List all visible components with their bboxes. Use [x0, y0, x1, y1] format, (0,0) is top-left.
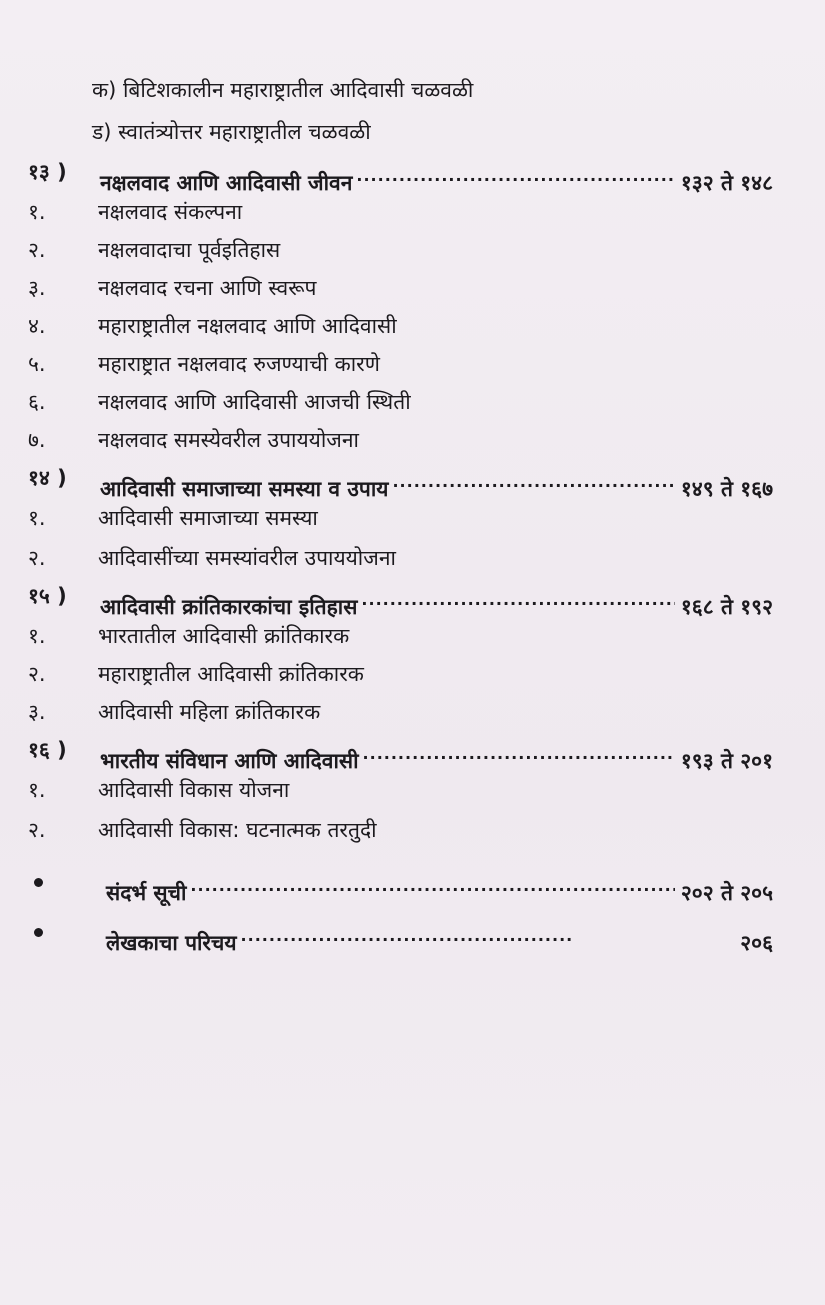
item-label: महाराष्ट्रातील आदिवासी क्रांतिकारक	[98, 662, 364, 686]
item-number: २.	[28, 818, 46, 842]
toc-item	[28, 656, 773, 692]
toc-item	[28, 308, 773, 344]
chapter-pages: १३२ ते १४८	[680, 171, 773, 195]
toc-bibliography[interactable]	[28, 864, 773, 905]
chapter-title: भारतीय संविधान आणि आदिवासी	[100, 749, 359, 773]
dot-leader	[363, 732, 675, 768]
dot-leader	[361, 578, 674, 614]
toc-item	[28, 694, 773, 730]
toc-chapter-13[interactable]	[28, 154, 773, 195]
bullet-icon	[34, 928, 43, 937]
item-label: महाराष्ट्रात नक्षलवाद रुजण्याची कारणे	[98, 352, 380, 376]
chapter-number: १६ )	[28, 738, 67, 762]
chapter-number: १४ )	[28, 466, 67, 490]
item-label: आदिवासी महिला क्रांतिकारक	[98, 700, 321, 724]
item-label: नक्षलवाद संकल्पना	[98, 200, 243, 224]
item-number: ४.	[28, 314, 46, 338]
item-label: नक्षलवाद आणि आदिवासी आजची स्थिती	[98, 390, 411, 414]
item-number: १.	[28, 778, 46, 802]
chapter-number: १५ )	[28, 584, 67, 608]
chapter-pages: १४९ ते १६७	[680, 477, 773, 501]
toc-subitem: ड) स्वातंत्र्योत्तर महाराष्ट्रातील चळवळी	[92, 120, 371, 144]
dot-leader	[190, 864, 674, 900]
toc-chapter-14[interactable]	[28, 460, 773, 501]
toc-item	[28, 232, 773, 268]
item-label: नक्षलवाद समस्येवरील उपाययोजना	[98, 428, 359, 452]
item-number: ७.	[28, 428, 46, 452]
toc-item	[28, 540, 773, 576]
toc-item	[28, 772, 773, 808]
chapter-pages: १९३ ते २०१	[680, 749, 773, 773]
chapter-title: आदिवासी समाजाच्या समस्या व उपाय	[100, 477, 389, 501]
chapter-number: १३ )	[28, 160, 67, 184]
dot-leader	[356, 154, 674, 190]
item-number: २.	[28, 662, 46, 686]
item-number: ५.	[28, 352, 46, 376]
item-label: नक्षलवाद रचना आणि स्वरूप	[98, 276, 317, 300]
chapter-pages: १६८ ते १९२	[680, 595, 773, 619]
item-label: आदिवासी समाजाच्या समस्या	[98, 506, 318, 530]
item-label: आदिवासींच्या समस्यांवरील उपाययोजना	[98, 546, 396, 570]
item-number: ३.	[28, 700, 46, 724]
toc-chapter-15[interactable]	[28, 578, 773, 619]
toc-subitem: क) बिटिशकालीन महाराष्ट्रातील आदिवासी चळवळी	[92, 78, 474, 102]
item-label: भारतातील आदिवासी क्रांतिकारक	[98, 624, 350, 648]
toc-about-author[interactable]	[28, 914, 773, 955]
endmatter-title: लेखकाचा परिचय	[106, 931, 237, 955]
bullet-icon	[34, 878, 43, 887]
toc-item	[28, 500, 773, 536]
item-number: १.	[28, 506, 46, 530]
item-label: नक्षलवादाचा पूर्वइतिहास	[98, 238, 281, 262]
endmatter-pages: २०२ ते २०५	[680, 881, 773, 905]
toc-item	[28, 194, 773, 230]
endmatter-pages: २०६	[740, 931, 773, 955]
item-number: १.	[28, 200, 46, 224]
item-label: आदिवासी विकास: घटनात्मक तरतुदी	[98, 818, 377, 842]
dot-leader	[241, 914, 571, 950]
chapter-title: नक्षलवाद आणि आदिवासी जीवन	[100, 171, 353, 195]
item-number: १.	[28, 624, 46, 648]
dot-leader	[392, 460, 674, 496]
toc-item	[28, 346, 773, 382]
toc-item	[28, 812, 773, 848]
toc-item	[28, 384, 773, 420]
item-number: ६.	[28, 390, 46, 414]
toc-item	[28, 270, 773, 306]
item-label: आदिवासी विकास योजना	[98, 778, 290, 802]
toc-chapter-16[interactable]	[28, 732, 773, 773]
item-number: २.	[28, 238, 46, 262]
chapter-title: आदिवासी क्रांतिकारकांचा इतिहास	[100, 595, 358, 619]
toc-item	[28, 422, 773, 458]
toc-item	[28, 618, 773, 654]
item-number: ३.	[28, 276, 46, 300]
item-number: २.	[28, 546, 46, 570]
endmatter-title: संदर्भ सूची	[106, 881, 187, 905]
item-label: महाराष्ट्रातील नक्षलवाद आणि आदिवासी	[98, 314, 397, 338]
